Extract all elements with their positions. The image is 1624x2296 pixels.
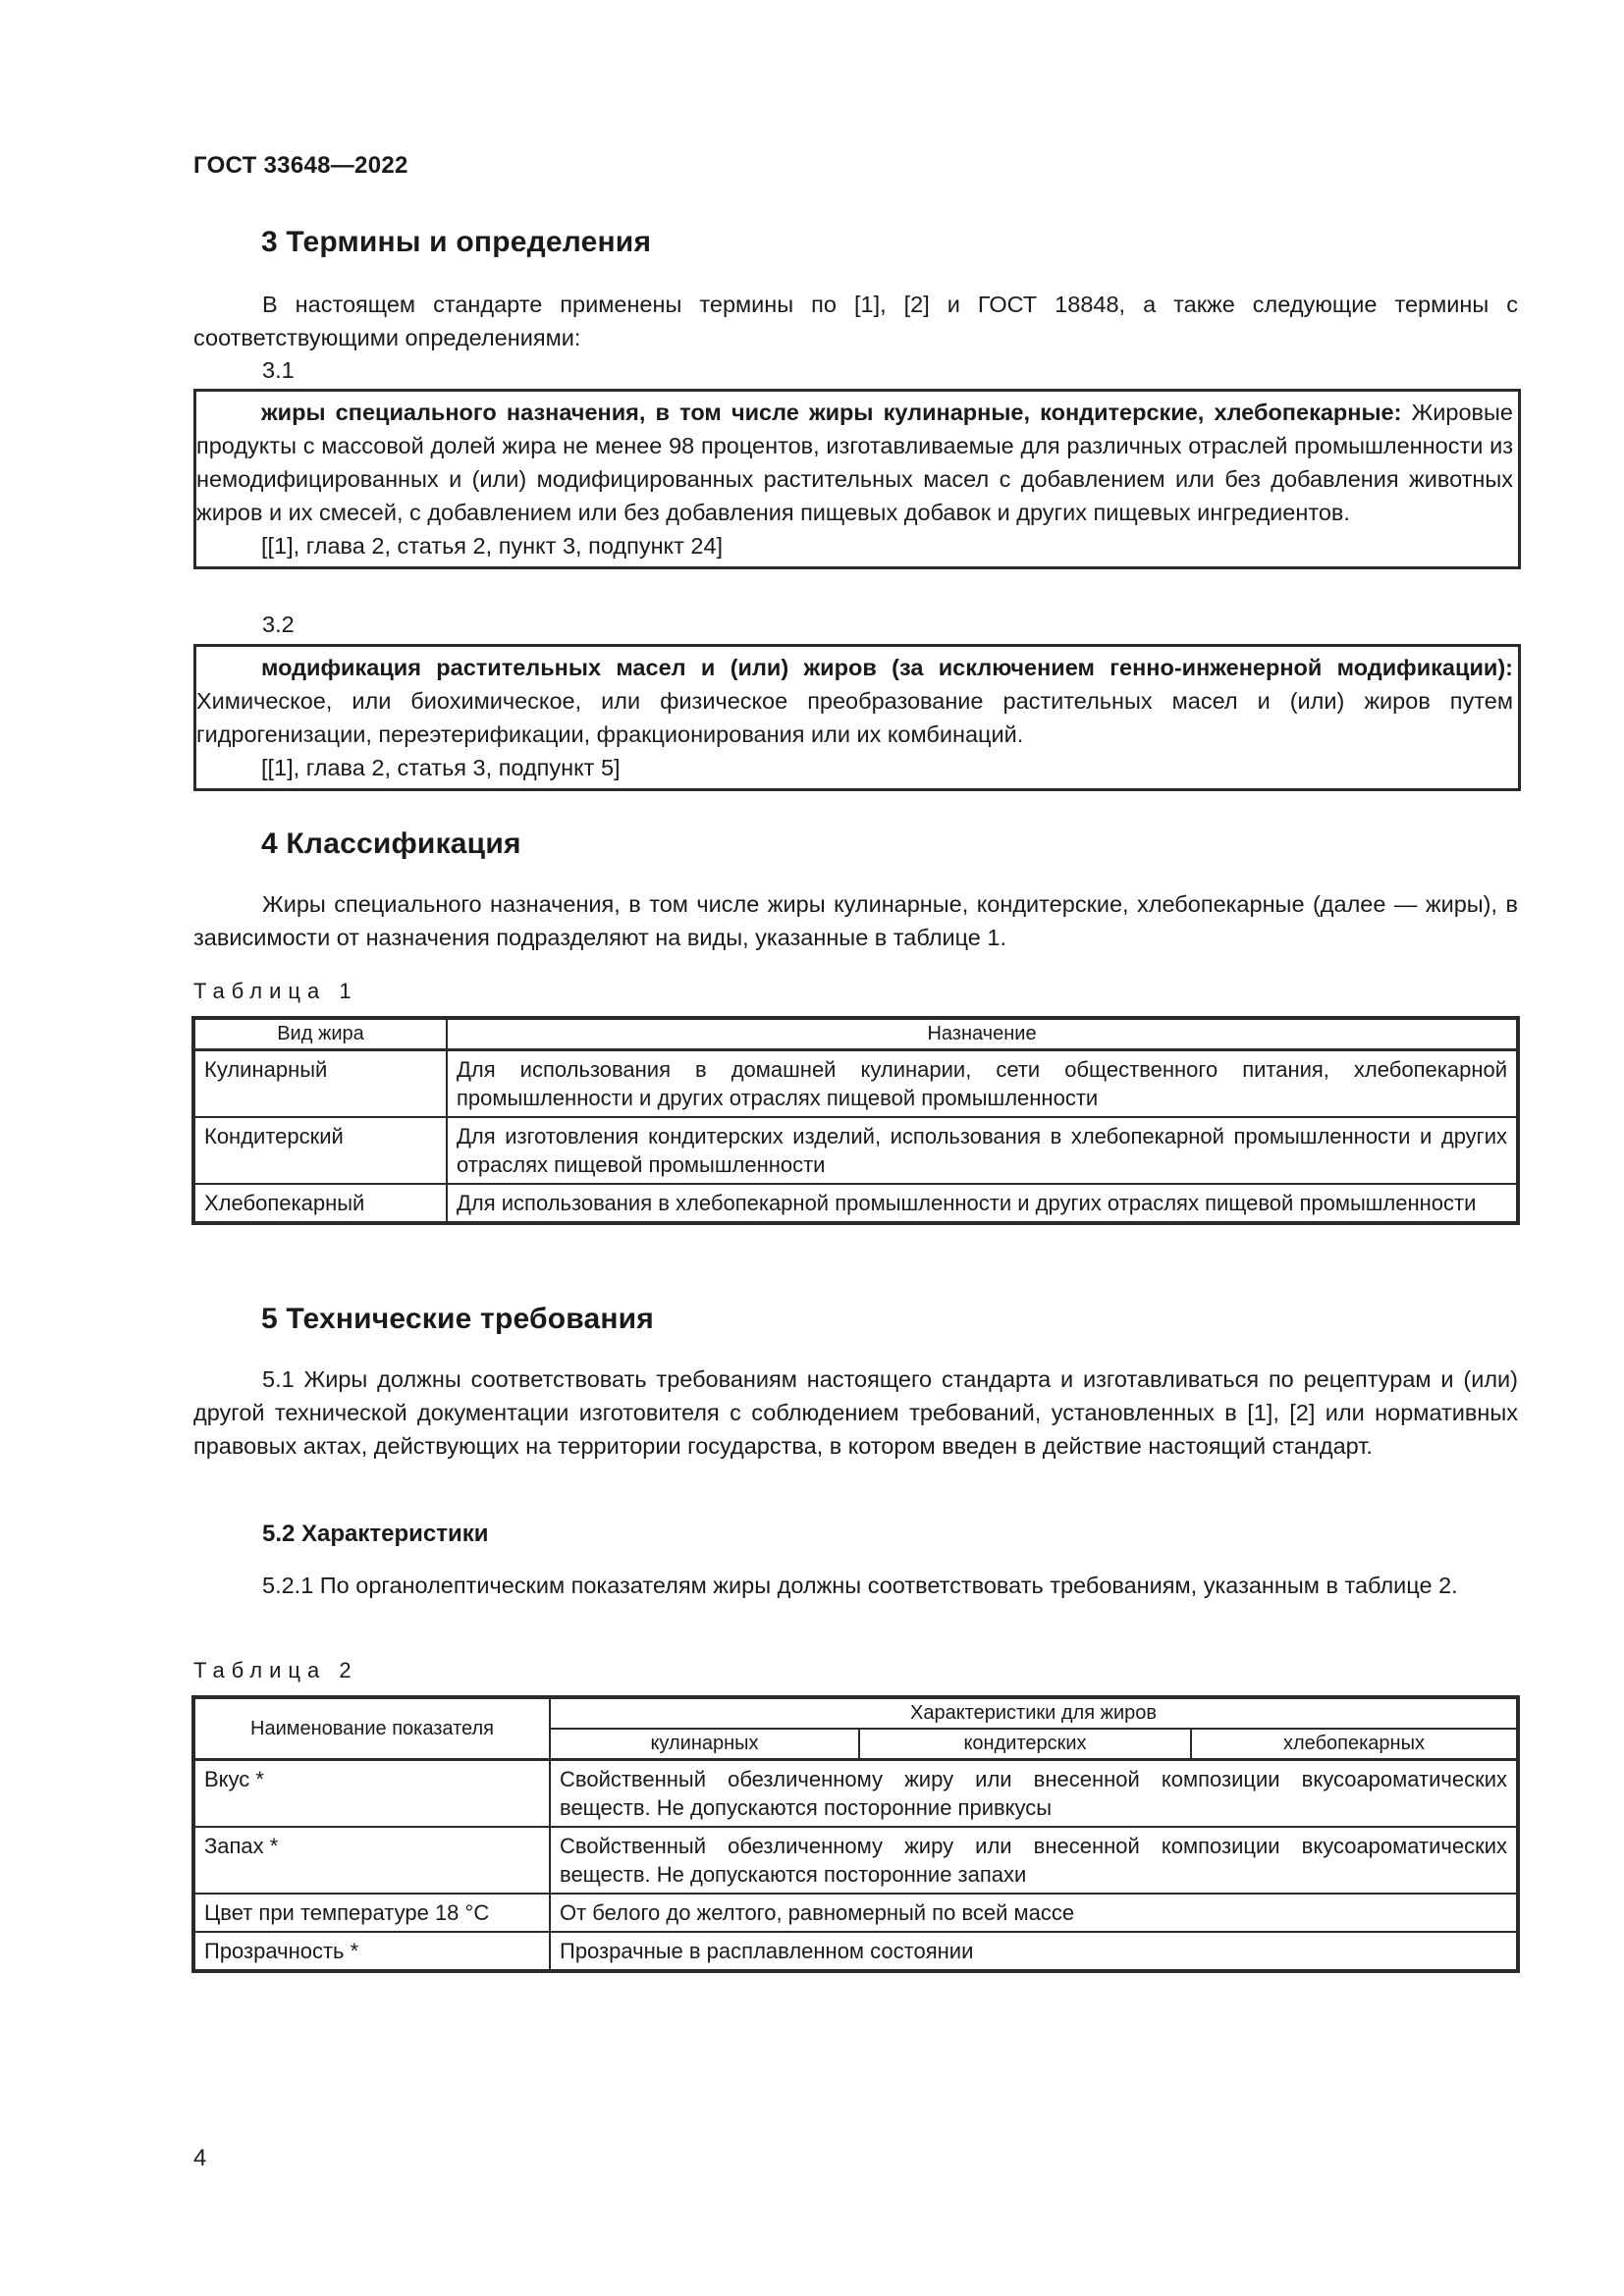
table-1-kind: Кулинарный	[194, 1050, 447, 1118]
table-1-purpose: Для использования в хлебопекарной промышленности и других отраслях пищевой промышленности	[447, 1184, 1517, 1222]
section-5-title: 5 Технические требования	[261, 1303, 655, 1335]
term-3-1-source: [[1], глава 2, статья 2, пункт 3, подпункт 24]	[261, 533, 724, 559]
section-5-1-text: 5.1 Жиры должны соответствовать требованиям настоящего стандарта и изготавливаться по рецептурам и (или) другой технической документации изготовителя с соблюдением требований, установленных в [1], [2] или нормативных правовых актах, действующих на территории государства, в котором введен в действие настоящий стандарт.	[193, 1366, 1518, 1459]
table-row	[194, 1894, 1517, 1932]
section-4-intro: Жиры специального назначения, в том числе жиры кулинарные, кондитерские, хлебопекарные (далее — жиры), в зависимости от назначения подразделяют на виды, указанные в таблице 1.	[193, 891, 1518, 950]
term-3-2-term: модификация растительных масел и (или) жиров (за исключением генно-инженерной модификации):	[261, 655, 1513, 680]
table-2-param: Запах *	[194, 1827, 550, 1894]
table-2-value: Свойственный обезличенному жиру или внесенной композиции вкусоароматических веществ. Не допускаются посторонние запахи	[550, 1827, 1517, 1894]
table-2-param: Цвет при температуре 18 °С	[194, 1894, 550, 1932]
table-2-caption: Таблица 2	[193, 1658, 358, 1682]
table-row	[194, 1184, 1517, 1222]
table-2-header-group: Характеристики для жиров	[550, 1698, 1517, 1729]
term-3-2-number: 3.2	[262, 612, 295, 637]
table-1-header-row	[194, 1019, 1517, 1050]
table-2-value: От белого до желтого, равномерный по всей массе	[550, 1894, 1517, 1932]
table-2-header-param: Наименование показателя	[194, 1698, 550, 1760]
document-code: ГОСТ 33648—2022	[193, 152, 408, 179]
term-3-1-text	[196, 396, 1513, 529]
table-row	[194, 1760, 1517, 1828]
table-1	[193, 1018, 1518, 1223]
table-1-caption: Таблица 1	[193, 979, 358, 1003]
table-row	[194, 1827, 1517, 1894]
term-3-1-box	[193, 389, 1521, 569]
table-row	[194, 1932, 1517, 1970]
table-1-header-kind: Вид жира	[194, 1019, 447, 1050]
term-3-2-definition: Химическое, или биохимическое, или физическое преобразование растительных масел и (или) жиров путем гидрогенизации, переэтерификации, фракционирования или их комбинаций.	[196, 688, 1513, 747]
term-3-1-term: жиры специального назначения, в том числе жиры кулинарные, кондитерские, хлебопекарные:	[261, 400, 1402, 425]
table-row	[194, 1050, 1517, 1118]
table-row	[194, 1117, 1517, 1184]
table-2-header-bakery: хлебопекарных	[1191, 1729, 1517, 1760]
table-2	[193, 1697, 1518, 1971]
table-2-header-culinary: кулинарных	[550, 1729, 859, 1760]
table-2-header-row	[194, 1698, 1517, 1729]
term-3-1-number: 3.1	[262, 357, 295, 383]
table-1-header-purpose: Назначение	[447, 1019, 1517, 1050]
table-2-value: Прозрачные в расплавленном состоянии	[550, 1932, 1517, 1970]
term-3-1-definition: Жировые продукты с массовой долей жира не менее 98 процентов, изготавливаемые для различных отраслей промышленности из немодифицированных и (или) модифицированных растительных масел с добавлением или без добавления животных жиров и их смесей, с добавлением или без добавления пищевых добавок и других пищевых ингредиентов.	[196, 400, 1513, 525]
term-3-2-source: [[1], глава 2, статья 3, подпункт 5]	[261, 755, 621, 780]
table-1-kind: Хлебопекарный	[194, 1184, 447, 1222]
section-3-title: 3 Термины и определения	[261, 226, 652, 258]
section-4-title: 4 Классификация	[261, 828, 521, 860]
table-2-param: Прозрачность *	[194, 1932, 550, 1970]
table-1-purpose: Для использования в домашней кулинарии, сети общественного питания, хлебопекарной промышленности и других отраслях пищевой промышленности	[447, 1050, 1517, 1118]
table-1-purpose: Для изготовления кондитерских изделий, использования в хлебопекарной промышленности и других отраслях пищевой промышленности	[447, 1117, 1517, 1184]
page-number: 4	[193, 2145, 207, 2171]
table-1-kind: Кондитерский	[194, 1117, 447, 1184]
section-3-intro: В настоящем стандарте применены термины по [1], [2] и ГОСТ 18848, а также следующие термины с соответствующими определениями:	[193, 292, 1518, 350]
term-3-2-text	[196, 651, 1513, 751]
table-2-param: Вкус *	[194, 1760, 550, 1828]
section-5-2-title: 5.2 Характеристики	[262, 1521, 489, 1547]
table-2-value: Свойственный обезличенному жиру или внесенной композиции вкусоароматических веществ. Не допускаются посторонние привкусы	[550, 1760, 1517, 1828]
table-2-header-confectionery: кондитерских	[859, 1729, 1191, 1760]
section-5-2-1-text: 5.2.1 По органолептическим показателям жиры должны соответствовать требованиям, указанным в таблице 2.	[262, 1573, 1458, 1598]
term-3-2-box	[193, 644, 1521, 791]
